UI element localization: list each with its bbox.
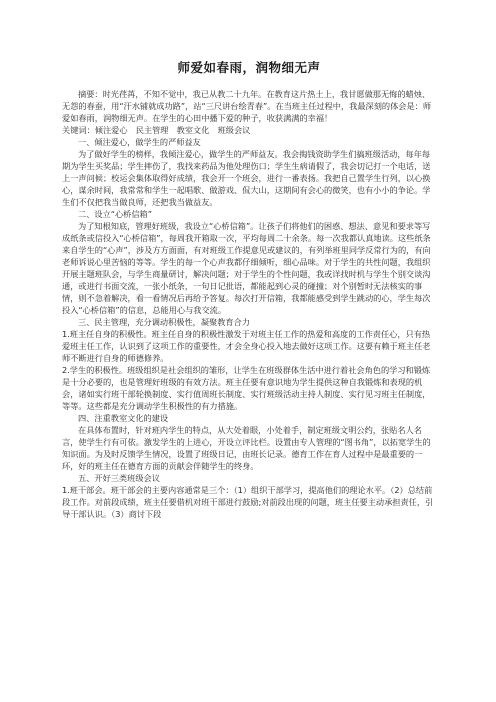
document-body (62, 88, 436, 520)
section-heading-2: 二、设立“心桥信箱” (78, 209, 152, 219)
section-heading-3: 三、民主管理，充分调动积极性，凝聚教育合力 (78, 317, 250, 327)
paragraph: 1.班主任自身的积极性。班主任自身的积极性激发于对班主任工作的热爱和高度的工作责任心，只有热爱班主任工作，认识到了这项工作的重要性，才会全身心投入地去做好这项工作。这要有赖于班主任老师不断进行自身的师德修养。 (62, 329, 431, 363)
paragraph: 在具体布置时，针对班内学生的特点，从大处着眼，小处着手，制定班级文明公约，张贴名人名言，使学生行有可依。激发学生的上进心，开设立评比栏。设置由专人管理的“图书角”，以拓宽学生的知识面。为及时反馈学生情况，设置了班级日记，由班长记录。德育工作在育人过程中是最重要的一环，好的班主任在德育方面的贡献会伴随学生的终身。 (62, 425, 431, 471)
paragraph: 为了做好学生的榜样，我倾注爱心，做学生的严师益友。我会掏钱资助学生们搞班级活动，每年每期为学生买奖品；学生摔伤了，我找来药品为他处理伤口；学生生病请假了，我会切记打一个电话，送上一声问候；校运会集体取得好成绩，我会开一个班会，进行一番表扬。我把自己置学生行列，以心换心，谋余时间，我常常和学生一起唱歌、做游戏、侃大山，这期间有会心的微笑，也有小小的争论。学生们不仅把我当做良师，还把我当做益友。 (62, 149, 431, 207)
paragraph: 2.学生的积极性。班级组织是社会组织的雏形，让学生在班级群体生活中进行着社会角色的学习和锻炼是十分必要的，也是管理好班级的有效方法。班主任要有意识地为学生提供这种自我锻炼和表现的机会，诸如实行班干部轮换制度、实行值周班长制度、实行班级活动主持人制度、实行见习班主任制度，等等。这些都是充分调动学生积极性的有力措施。 (62, 365, 431, 411)
section-heading-1: 一、倾注爱心，做学生的严师益友 (78, 137, 201, 147)
paragraph: 为了知根知底，管理好班级，我设立“心桥信箱”。让孩子们将他们的困惑、想法、意见和要求等写成纸条或信投入“心桥信箱”，每周我开箱取一次，平均每周二十余条。每一次我都认真地读。这些纸条来自学生的“心声”，涉及方方面面，有对班级工作提意见或建议的，有列举班里同学反常行为的，有向老师诉说心里苦恼的等等。学生的每一个心声我都仔细倾听，细心品味。对于学生的共性问题，我组织开展主题班队会，与学生商量研讨，解决问题；对于学生的个性问题，我或详找时机与学生个别交谈沟通，或进行书面交流，一张小纸条，一句日记批语，都能起到心灵的碰撞；对个别暂时无法核实的事情，则不急着解决，看一看情况后再给予答复。每次打开信箱，我都能感受到学生跳动的心，学生每次投入“心桥信箱”的信息，总能用心与我交流。 (62, 221, 431, 315)
paragraph: 1.班干部会。班干部会的主要内容通常是三个：（1）组织干部学习，提高他们的理论水平。（2）总结前段工作。对前段成绩，班主任要借机对班干部进行鼓励;对前段出现的问题，班主任要主动承担责任，引导干部认识。（3）商讨下段 (62, 485, 434, 519)
section-heading-5: 五、开好三类班级会议 (78, 473, 160, 483)
section-heading-4: 四、注重教室文化的建设 (78, 413, 169, 423)
abstract: 摘要：时光荏苒，不知不觉中，我已从教二十九年。在教育这片热土上，我甘愿做那无悔的蜡烛、无怨的春蚕，用“汗水铺就成功路”，站“三尺讲台绘青春”。在当班主任过程中，我最深刻的体会是：师爱如春雨，润物细无声。在学生的心田中播下爱的种子，收获满满的幸福！ (62, 89, 432, 123)
page-title: 师爱如春雨，润物细无声 (177, 60, 321, 75)
keywords: 关键词：倾注爱心 民主管理 教室文化 班级会议 (62, 125, 251, 135)
